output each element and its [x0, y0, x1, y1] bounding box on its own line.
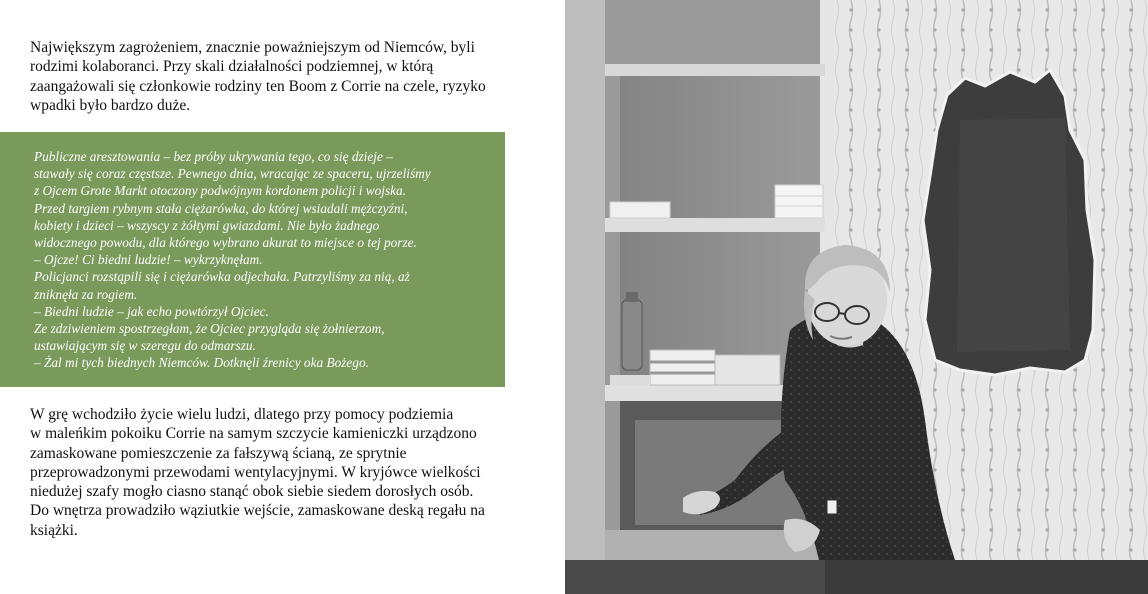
text-column [0, 0, 565, 594]
quote-text: Publiczne aresztowania – bez próby ukrywania tego, co się dzieje – stawały się coraz częstsze. Pewnego dnia, wracając ze spaceru, ujrzeliśmy z Ojcem Grote Markt otoczony podwójnym kordonem policji i wojska. Przed targiem rybnym stała ciężarówka, do której wsiadali mężczyźni, kobiety i dzieci – wszyscy z żółtymi gwiazdami. Nie było żadnego widocznego powodu, dla którego wybrano akurat to miejsce o tej porze. – Ojcze! Ci biedni ludzie! – wykrzyknęłam. Policjanci rozstąpili się i ciężarówka odjechała. Patrzyliśmy za nią, aż zniknęła za rogiem. – Biedni ludzie – jak echo powtórzył Ojciec. Ze zdziwieniem spostrzegłam, że Ojciec przygląda się żołnierzom, ustawiającym się w szeregu do odmarszu. – Żal mi tych biednych Niemców. Dotknęli źrenicy oka Bożego. [34, 149, 431, 371]
photograph [565, 0, 1148, 594]
photo-illustration [565, 0, 1148, 594]
paragraph-bottom: W grę wchodziło życie wielu ludzi, dlatego przy pomocy podziemia w maleńkim pokoiku Corrie na samym szczycie kamieniczki urządzono zamaskowane pomieszczenie za fałszywą ścianą, ze sprytnie przeprowadzonymi przewodami wentylacyjnymi. W kryjówce wielkości niedużej szafy mogło ciasno stanąć obok siebie siedem dorosłych osób. Do wnętrza prowadziło wąziutkie wejście, zamaskowane deską regału na książki. [30, 406, 485, 539]
paragraph-top: Największym zagrożeniem, znacznie poważniejszym od Niemców, byli rodzimi kolaboranci. Przy skali działalności podziemnej, w którą zaangażowali się członkowie rodziny ten Boom z Corrie na czele, ryzyko wpadki było bardzo duże. [30, 39, 486, 114]
quote-box [0, 132, 505, 387]
